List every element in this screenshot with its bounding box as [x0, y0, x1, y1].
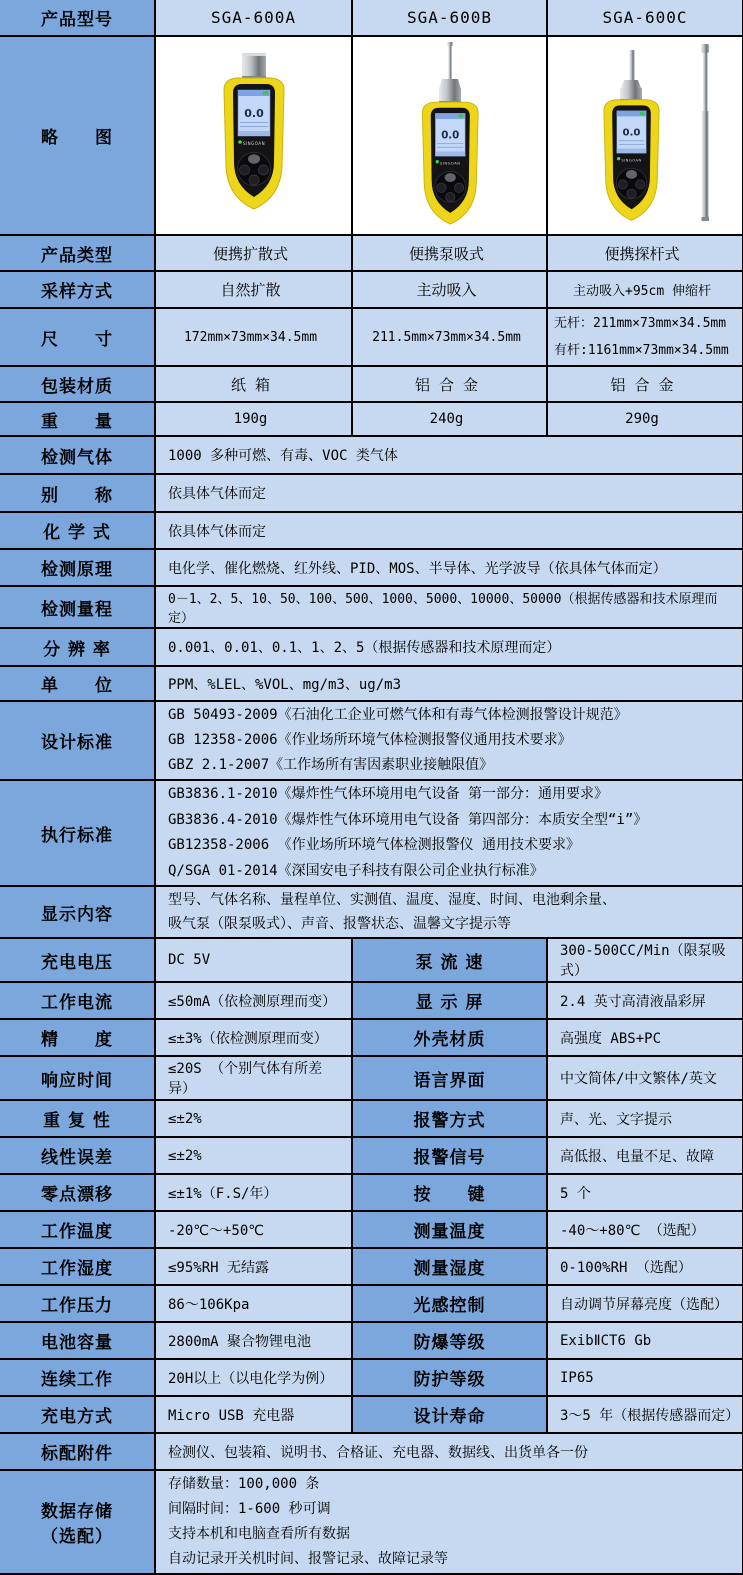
detection-principle-row	[0, 549, 743, 586]
brand-text: SINGOAN	[242, 141, 265, 146]
spec-label: 外壳材质	[352, 1019, 547, 1056]
dpad	[434, 171, 465, 202]
spec-value: 211.5mm×73mm×34.5mm	[352, 308, 547, 366]
spec-value	[155, 780, 743, 886]
spec-label: 零点漂移	[0, 1174, 155, 1211]
sketch-row	[0, 36, 743, 235]
sampling-method-row	[0, 271, 743, 308]
spec-value: 3～5 年（根据传感器而定）	[547, 1396, 743, 1433]
spec-pair-row	[0, 982, 743, 1019]
storage-label-line: 数据存储	[41, 1502, 113, 1522]
lcd-reading: 0.0	[622, 127, 641, 139]
spec-value: ≤±2%	[155, 1100, 352, 1137]
spec-label: 检测量程	[0, 586, 155, 628]
accessories-row	[0, 1433, 743, 1470]
spec-value: 290g	[547, 402, 743, 436]
dimensions-row	[0, 308, 743, 366]
spec-label: 显 示 屏	[352, 982, 547, 1019]
device-c-cell	[547, 36, 743, 235]
standard-line: GB 50493-2009《石油化工企业可燃气体和有毒气体检测报警设计规范》	[168, 707, 628, 723]
spec-label: 检测原理	[0, 549, 155, 586]
model-b: SGA-600B	[352, 0, 547, 36]
spec-value: 自然扩散	[155, 271, 352, 308]
lcd-screen	[435, 113, 465, 156]
spec-label: 线性误差	[0, 1137, 155, 1174]
spec-label	[0, 1470, 155, 1574]
spec-label: 采样方式	[0, 271, 155, 308]
standard-line: Q/SGA 01-2014《深国安电子科技有限公司企业执行标准》	[168, 862, 544, 879]
spec-label: 标配附件	[0, 1433, 155, 1470]
spec-value: ≤±3%（依检测原理而变）	[155, 1019, 352, 1056]
spec-label: 包装材质	[0, 366, 155, 402]
spec-label: 设计标准	[0, 701, 155, 780]
spec-pair-row	[0, 1396, 743, 1433]
brand-text: SINGOAN	[439, 161, 461, 166]
standard-line: GB12358-2006 《作业场所环境气体检测报警仪 通用技术要求》	[168, 837, 581, 853]
spec-value: Micro USB 充电器	[155, 1396, 352, 1433]
unit-row	[0, 666, 743, 701]
model-a: SGA-600A	[155, 0, 352, 36]
spec-value: ≤±2%	[155, 1137, 352, 1174]
spec-value: 自动调节屏幕亮度（选配）	[547, 1285, 743, 1322]
spec-value: 电化学、催化燃烧、红外线、PID、MOS、半导体、光学波导（依具体气体而定）	[155, 549, 743, 586]
model-c: SGA-600C	[547, 0, 743, 36]
spec-value	[155, 1470, 743, 1574]
spec-value: 20H以上（以电化学为例）	[155, 1359, 352, 1396]
spec-pair-row	[0, 1056, 743, 1100]
storage-line: 间隔时间：1-600 秒可调	[168, 1501, 331, 1517]
spec-label: 按 键	[352, 1174, 547, 1211]
product-model-label: 产品型号	[0, 0, 155, 36]
spec-label: 防爆等级	[352, 1322, 547, 1359]
dimension-line: 无杆：211mm×73mm×34.5mm	[554, 316, 727, 331]
device-body	[422, 102, 478, 224]
product-type-row	[0, 235, 743, 271]
device-body	[604, 100, 659, 221]
spec-value: 5 个	[547, 1174, 743, 1211]
spec-pair-row	[0, 1174, 743, 1211]
spec-value: PPM、%LEL、%VOL、mg/m3、ug/m3	[155, 666, 743, 701]
storage-line: 支持本机和电脑查看所有数据	[168, 1526, 350, 1542]
spec-label: 重 复 性	[0, 1100, 155, 1137]
design-standard-row	[0, 701, 743, 780]
content-line: 吸气泵（限泵吸式）、声音、报警状态、温馨文字提示等	[168, 916, 511, 932]
spec-value: 依具体气体而定	[155, 474, 743, 512]
spec-value: IP65	[547, 1359, 743, 1396]
detection-range-row	[0, 586, 743, 628]
weight-row	[0, 402, 743, 436]
spec-value: 86～106Kpa	[155, 1285, 352, 1322]
data-storage-row	[0, 1470, 743, 1574]
spec-label: 别 称	[0, 474, 155, 512]
spec-value: 240g	[352, 402, 547, 436]
spec-label: 单 位	[0, 666, 155, 701]
spec-label: 尺 寸	[0, 308, 155, 366]
spec-label: 设计寿命	[352, 1396, 547, 1433]
lcd-screen	[617, 111, 646, 153]
spec-label: 化 学 式	[0, 512, 155, 549]
spec-value: 便携探杆式	[547, 235, 743, 271]
packing-material-row	[0, 366, 743, 402]
spec-value: 190g	[155, 402, 352, 436]
sketch-label: 略 图	[0, 36, 155, 235]
spec-value	[547, 308, 743, 366]
sensor-cap	[242, 53, 266, 79]
content-line: 型号、气体名称、量程单位、实测值、温度、湿度、时间、电池剩余量、	[168, 892, 616, 908]
spec-pair-row	[0, 1211, 743, 1248]
spec-value: 主动吸入+95cm 伸缩杆	[547, 271, 743, 308]
lcd-reading: 0.0	[440, 130, 459, 142]
spec-label: 工作电流	[0, 982, 155, 1019]
spec-value: ≤95%RH 无结露	[155, 1248, 352, 1285]
spec-label: 语言界面	[352, 1056, 547, 1100]
spec-value: 0－1、2、5、10、50、100、500、1000、5000、10000、50000（根据传感器和技术原理而定）	[155, 586, 743, 628]
spec-pair-row	[0, 1137, 743, 1174]
exec-standard-row	[0, 780, 743, 886]
spec-value: 高强度 ABS+PC	[547, 1019, 743, 1056]
storage-line: 存储数量：100,000 条	[168, 1476, 320, 1492]
spec-label: 重 量	[0, 402, 155, 436]
spec-value	[155, 701, 743, 780]
spec-label: 分 辨 率	[0, 628, 155, 666]
spec-label: 光感控制	[352, 1285, 547, 1322]
power-led	[238, 140, 242, 144]
spec-label: 泵 流 速	[352, 938, 547, 982]
display-content-row	[0, 886, 743, 938]
spec-value: 依具体气体而定	[155, 512, 743, 549]
spec-label: 防护等级	[352, 1359, 547, 1396]
spec-label: 报警信号	[352, 1137, 547, 1174]
pump-probe	[620, 50, 642, 102]
spec-pair-row	[0, 1019, 743, 1056]
spec-value: -20℃～+50℃	[155, 1211, 352, 1248]
spec-value: 300-500CC/Min（限泵吸式）	[547, 938, 743, 982]
spec-value: ExibⅡCT6 Gb	[547, 1322, 743, 1359]
spec-value: ≤±1%（F.S/年）	[155, 1174, 352, 1211]
spec-label: 测量湿度	[352, 1248, 547, 1285]
pump-probe	[439, 42, 461, 104]
spec-value: 声、光、文字提示	[547, 1100, 743, 1137]
spec-label: 检测气体	[0, 436, 155, 474]
spec-label: 电池容量	[0, 1322, 155, 1359]
spec-label: 充电电压	[0, 938, 155, 982]
power-led	[617, 157, 620, 160]
standard-line: GB 12358-2006《作业场所环境气体检测报警仪通用技术要求》	[168, 732, 572, 748]
spec-label: 测量温度	[352, 1211, 547, 1248]
spec-value: 2.4 英寸高清液晶彩屏	[547, 982, 743, 1019]
spec-label: 报警方式	[352, 1100, 547, 1137]
telescopic-rod	[701, 44, 709, 221]
brand-text: SINGOAN	[621, 158, 642, 163]
spec-label: 显示内容	[0, 886, 155, 938]
spec-value: 主动吸入	[352, 271, 547, 308]
alias-row	[0, 474, 743, 512]
spec-value: 纸 箱	[155, 366, 352, 402]
device-b-image	[370, 38, 530, 233]
spec-value: ≤20S （个别气体有所差异）	[155, 1056, 352, 1100]
spec-label: 连续工作	[0, 1359, 155, 1396]
spec-value: 便携扩散式	[155, 235, 352, 271]
storage-label-line: （选配）	[41, 1527, 113, 1547]
spec-label: 工作压力	[0, 1285, 155, 1322]
spec-pair-row	[0, 938, 743, 982]
device-a-cell	[155, 36, 352, 235]
spec-pair-row	[0, 1359, 743, 1396]
standard-line: GBZ 2.1-2007《工作场所有害因素职业接触限值》	[168, 757, 494, 773]
spec-value: DC 5V	[155, 938, 352, 982]
spec-value	[155, 886, 743, 938]
spec-label: 工作湿度	[0, 1248, 155, 1285]
product-model-row	[0, 0, 743, 36]
dpad	[237, 153, 270, 186]
spec-value: 0.001、0.01、0.1、1、2、5（根据传感器和技术原理而定）	[155, 628, 743, 666]
spec-value: 0-100%RH （选配）	[547, 1248, 743, 1285]
spec-value: 便携泵吸式	[352, 235, 547, 271]
spec-value: 172mm×73mm×34.5mm	[155, 308, 352, 366]
device-b-cell	[352, 36, 547, 235]
spec-label: 工作温度	[0, 1211, 155, 1248]
spec-value: 高低报、电量不足、故障	[547, 1137, 743, 1174]
device-a-image	[174, 38, 334, 233]
spec-value: 铝 合 金	[352, 366, 547, 402]
spec-label: 响应时间	[0, 1056, 155, 1100]
spec-value: 铝 合 金	[547, 366, 743, 402]
power-led	[435, 160, 438, 163]
lcd-reading: 0.0	[243, 107, 264, 120]
spec-pair-row	[0, 1285, 743, 1322]
spec-value: 1000 多种可燃、有毒、VOC 类气体	[155, 436, 743, 474]
spec-value: 中文简体/中文繁体/英文	[547, 1056, 743, 1100]
chemical-formula-row	[0, 512, 743, 549]
spec-pair-row	[0, 1100, 743, 1137]
standard-line: GB3836.4-2010《爆炸性气体环境用电气设备 第四部分：本质安全型“i”》	[168, 811, 648, 828]
resolution-row	[0, 628, 743, 666]
spec-label: 精 度	[0, 1019, 155, 1056]
dpad	[616, 168, 646, 198]
spec-value: 检测仪、包装箱、说明书、合格证、充电器、数据线、出货单各一份	[155, 1433, 743, 1470]
lcd-screen	[238, 90, 270, 136]
spec-value: 2800mA 聚合物锂电池	[155, 1322, 352, 1359]
spec-label: 执行标准	[0, 780, 155, 886]
detect-gas-row	[0, 436, 743, 474]
standard-line: GB3836.1-2010《爆炸性气体环境用电气设备 第一部分：通用要求》	[168, 786, 609, 802]
spec-label: 产品类型	[0, 235, 155, 271]
device-body	[224, 78, 284, 209]
spec-value: -40～+80℃ （选配）	[547, 1211, 743, 1248]
storage-line: 自动记录开关机时间、报警记录、故障记录等	[168, 1551, 448, 1567]
spec-pair-row	[0, 1248, 743, 1285]
spec-pair-row	[0, 1322, 743, 1359]
device-c-image	[565, 38, 725, 233]
spec-value: ≤50mA（依检测原理而变）	[155, 982, 352, 1019]
dimension-line: 有杆:1161mm×73mm×34.5mm	[554, 343, 729, 358]
spec-label: 充电方式	[0, 1396, 155, 1433]
